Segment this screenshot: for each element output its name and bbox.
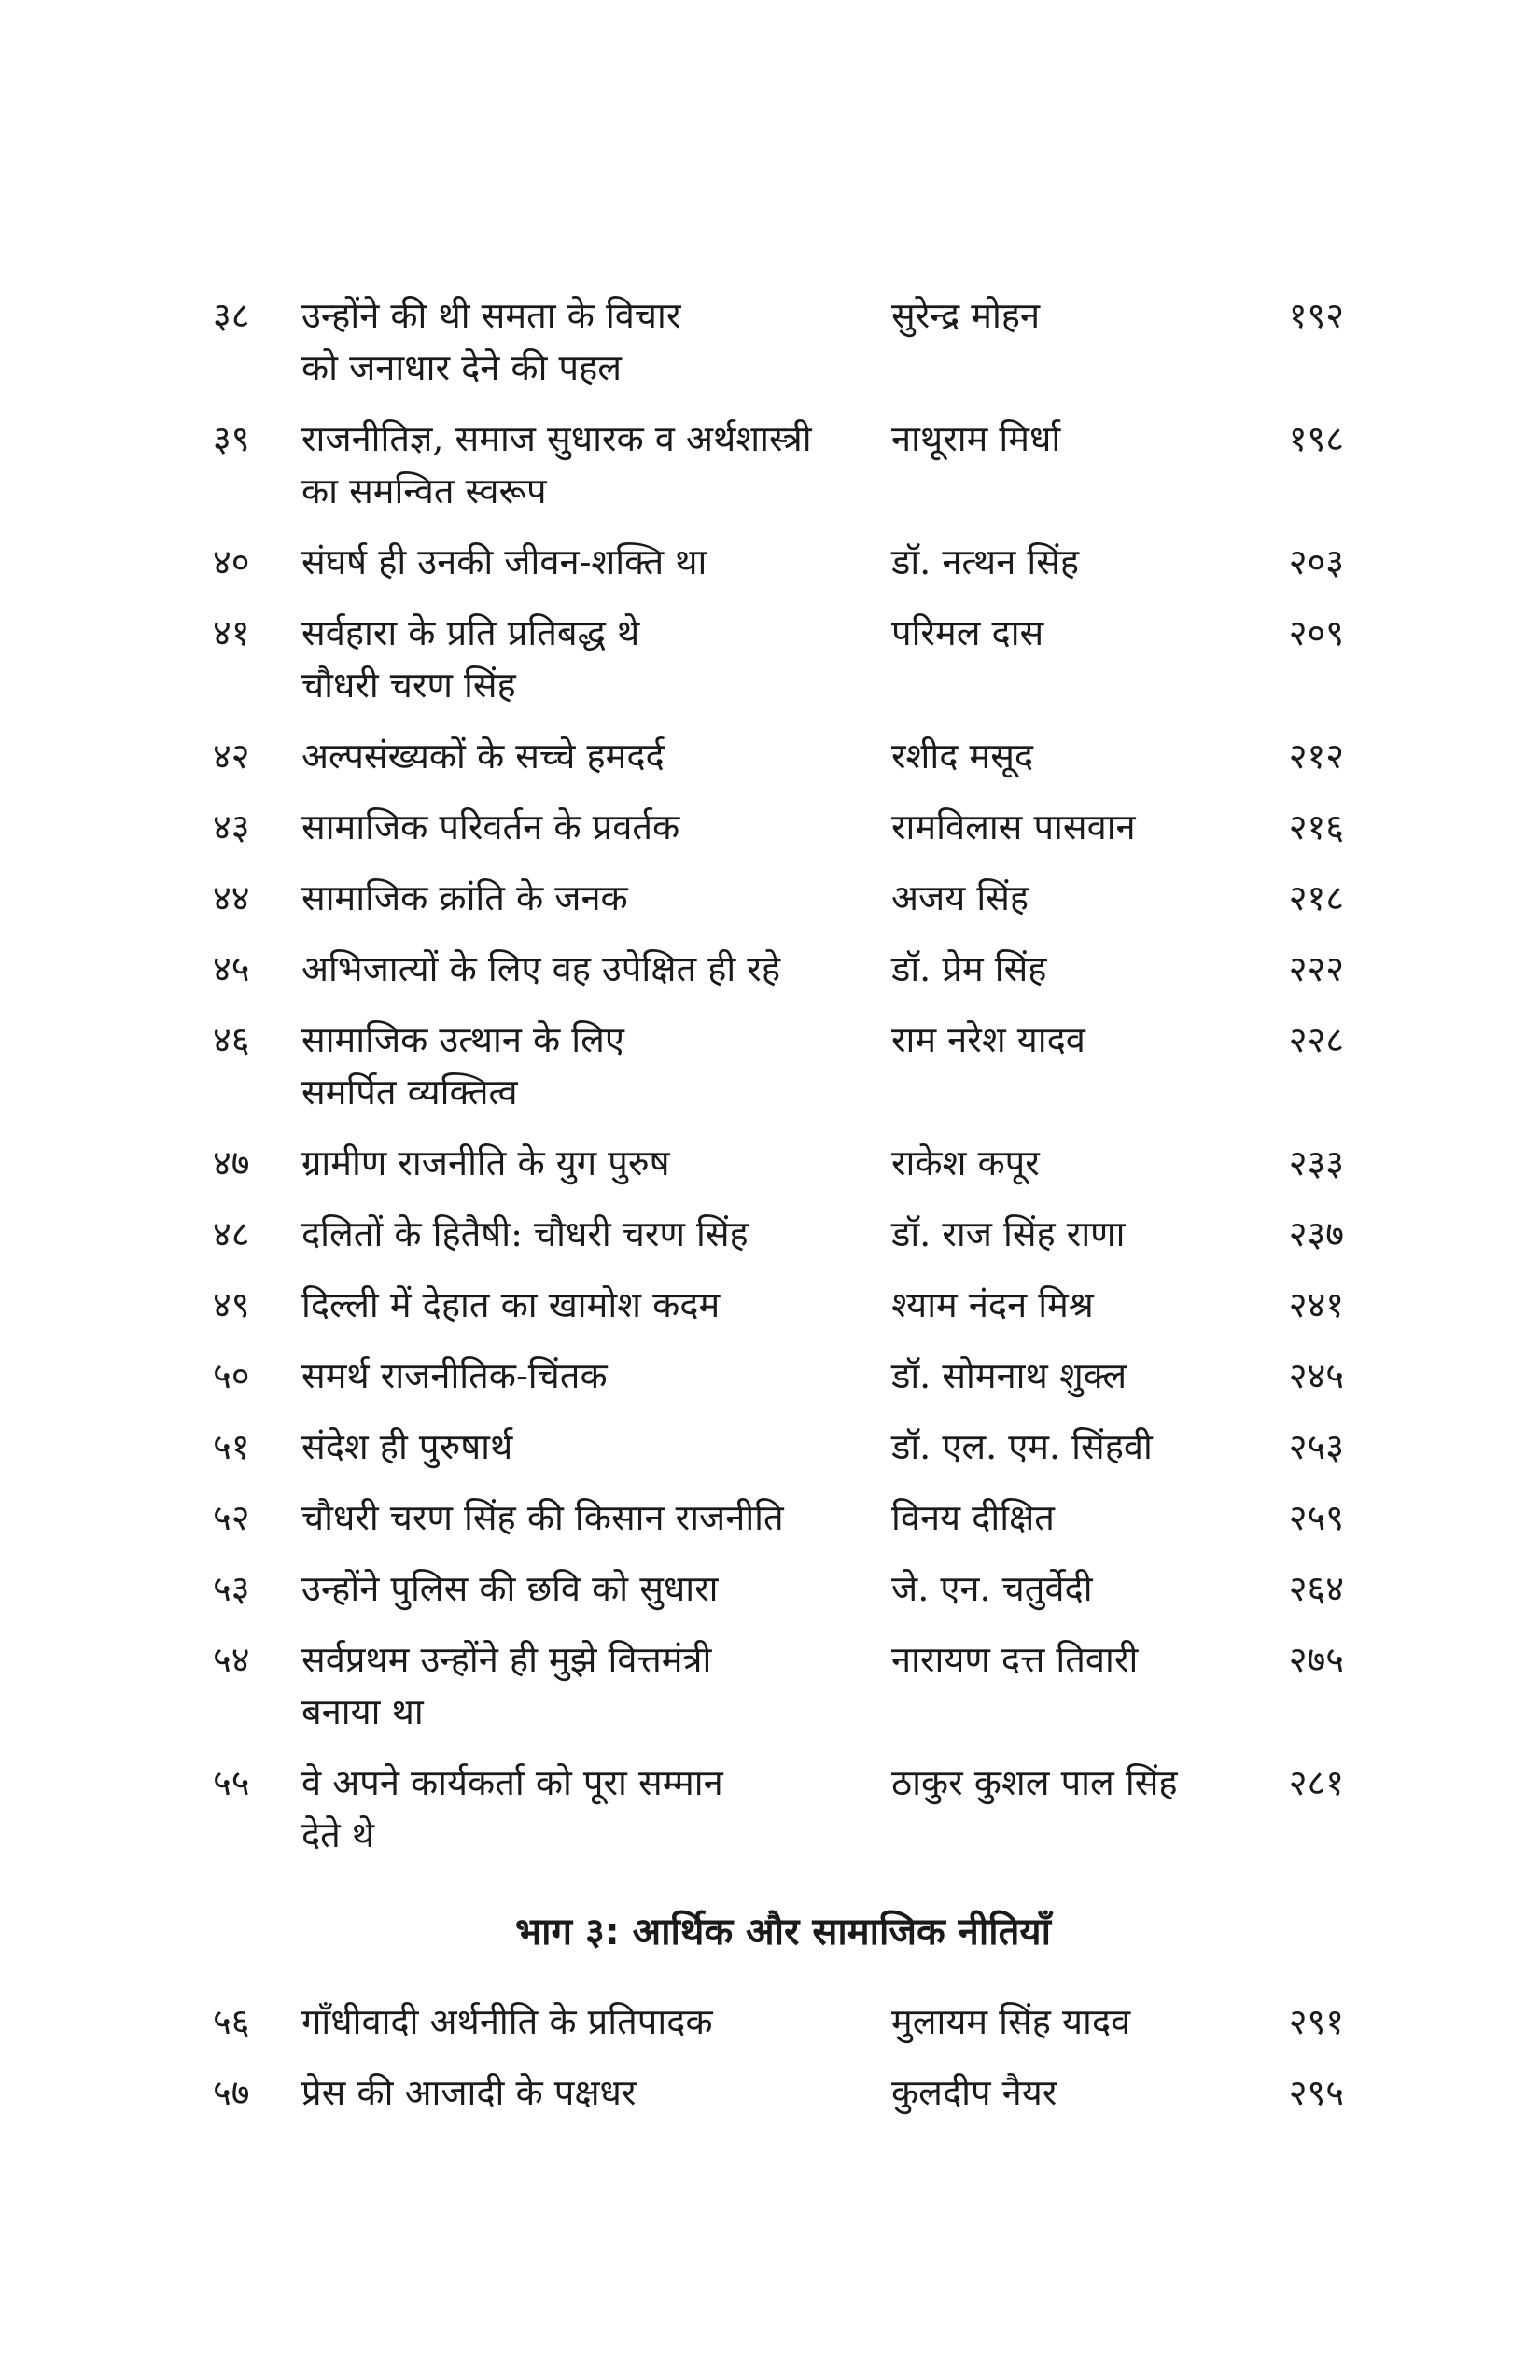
page-number: २७५ xyxy=(1288,1639,1344,1680)
chapter-title-line: ग्रामीण राजनीति के युग पुरुष xyxy=(301,1142,670,1183)
chapter-number: ५१ xyxy=(213,1426,250,1467)
chapter-author: विनय दीक्षित xyxy=(891,1497,1055,1538)
page-number: २१२ xyxy=(1288,735,1344,777)
toc-entry xyxy=(0,607,1540,711)
chapter-title xyxy=(301,1208,880,1260)
toc-entry xyxy=(0,289,1540,394)
chapter-title xyxy=(301,1137,880,1189)
chapter-title xyxy=(301,289,880,394)
page-number: २०९ xyxy=(1288,612,1344,653)
page-number: २९१ xyxy=(1288,2001,1344,2042)
toc-entry xyxy=(0,730,1540,782)
chapter-number: ४० xyxy=(213,541,250,582)
chapter-title xyxy=(301,943,880,995)
page-number: २४१ xyxy=(1288,1284,1344,1325)
chapter-title-line: चौधरी चरण सिंह xyxy=(301,665,516,706)
chapter-title xyxy=(301,1757,880,1861)
chapter-title xyxy=(301,801,880,853)
chapter-title-line: राजनीतिज्ञ, समाज सुधारक व अर्थशास्त्री xyxy=(301,418,812,459)
page-number: २३७ xyxy=(1288,1213,1344,1254)
chapter-author: अजय सिंह xyxy=(891,877,1029,918)
chapter-title-line: अभिजात्यों के लिए वह उपेक्षित ही रहे xyxy=(301,948,781,989)
chapter-author: नारायण दत्त तिवारी xyxy=(891,1639,1139,1680)
toc-part-3-entries xyxy=(0,1995,1540,2119)
chapter-title-line: प्रेस की आजादी के पक्षधर xyxy=(301,2072,637,2113)
chapter-title-line: उन्होंने पुलिस की छवि को सुधारा xyxy=(301,1568,719,1609)
chapter-title xyxy=(301,413,880,517)
chapter-author: सुरेन्द्र मोहन xyxy=(891,295,1041,336)
chapter-author: डॉ. राज सिंह राणा xyxy=(891,1213,1126,1254)
page-number: २५९ xyxy=(1288,1497,1344,1538)
toc-entry xyxy=(0,943,1540,995)
chapter-title xyxy=(301,1421,880,1473)
chapter-number: ४६ xyxy=(213,1019,250,1060)
chapter-author: मुलायम सिंह यादव xyxy=(891,2001,1131,2042)
chapter-author: रशीद मसूद xyxy=(891,735,1034,777)
page-number: १९२ xyxy=(1288,295,1344,336)
chapter-number: ३८ xyxy=(213,295,250,336)
chapter-number: ४१ xyxy=(213,612,250,653)
chapter-title xyxy=(301,1491,880,1544)
chapter-number: ४२ xyxy=(213,735,250,777)
section-heading: भाग ३: आर्थिक और सामाजिक नीतियाँ xyxy=(515,1911,1051,1953)
toc-entry xyxy=(0,1757,1540,1861)
chapter-title-line: अल्पसंख्यकों के सच्चे हमदर्द xyxy=(301,735,665,777)
toc-part-2-entries xyxy=(0,289,1540,1861)
chapter-number: ५६ xyxy=(213,2001,250,2042)
chapter-title-line: सामाजिक उत्थान के लिए xyxy=(301,1019,624,1060)
toc-entry xyxy=(0,1350,1540,1402)
chapter-title xyxy=(301,1014,880,1118)
chapter-title-line: संघर्ष ही उनकी जीवन-शक्ति था xyxy=(301,541,707,582)
chapter-author: ठाकुर कुशल पाल सिंह xyxy=(891,1762,1178,1803)
chapter-number: ४३ xyxy=(213,806,250,847)
chapter-number: ५५ xyxy=(213,1762,250,1803)
chapter-title xyxy=(301,1995,880,2048)
chapter-author: रामविलास पासवान xyxy=(891,806,1136,847)
toc-entry xyxy=(0,1995,1540,2048)
page-number: २८१ xyxy=(1288,1762,1344,1803)
chapter-author: श्याम नंदन मिश्र xyxy=(891,1284,1094,1325)
chapter-title-line: समर्पित व्यक्तित्व xyxy=(301,1071,518,1113)
chapter-number: ४९ xyxy=(213,1284,250,1325)
toc-entry xyxy=(0,1014,1540,1118)
toc-entry xyxy=(0,1491,1540,1544)
page-number: २५३ xyxy=(1288,1426,1344,1467)
chapter-title-line: को जनाधार देने की पहल xyxy=(301,347,623,388)
chapter-title-line: देते थे xyxy=(301,1814,375,1855)
toc-entry xyxy=(0,872,1540,924)
chapter-author: कुलदीप नैयर xyxy=(891,2072,1057,2113)
chapter-title-line: समर्थ राजनीतिक-चिंतक xyxy=(301,1355,608,1396)
page-number: २१६ xyxy=(1288,806,1344,847)
chapter-title-line: गाँधीवादी अर्थनीति के प्रतिपादक xyxy=(301,2001,713,2042)
chapter-number: ५७ xyxy=(213,2072,250,2113)
chapter-author: डॉ. नत्थन सिंह xyxy=(891,541,1080,582)
chapter-title-line: सर्वप्रथम उन्होंने ही मुझे वित्तमंत्री xyxy=(301,1639,712,1680)
chapter-number: ५४ xyxy=(213,1639,250,1680)
chapter-title xyxy=(301,536,880,588)
page-number: २०३ xyxy=(1288,541,1344,582)
chapter-title-line: उन्होंने की थी समता के विचार xyxy=(301,295,681,336)
toc-entry xyxy=(0,1137,1540,1189)
toc-entry xyxy=(0,536,1540,588)
chapter-title-line: चौधरी चरण सिंह की किसान राजनीति xyxy=(301,1497,784,1538)
chapter-title-line: सर्वहारा के प्रति प्रतिबद्ध थे xyxy=(301,612,640,653)
chapter-title xyxy=(301,1279,880,1331)
page-number: २१८ xyxy=(1288,877,1344,918)
chapter-title-line: का समन्वित स्वरूप xyxy=(301,470,547,511)
chapter-title xyxy=(301,1562,880,1615)
page-number: २३३ xyxy=(1288,1142,1344,1183)
chapter-number: ५० xyxy=(213,1355,250,1396)
chapter-author: डॉ. एल. एम. सिंहवी xyxy=(891,1426,1153,1467)
chapter-author: डॉ. प्रेम सिंह xyxy=(891,948,1047,989)
chapter-number: ५३ xyxy=(213,1568,250,1609)
toc-entry xyxy=(0,1421,1540,1473)
toc-entry xyxy=(0,1208,1540,1260)
chapter-number: ४४ xyxy=(213,877,250,918)
chapter-title xyxy=(301,1350,880,1402)
page-number: २२८ xyxy=(1288,1019,1344,1060)
chapter-title xyxy=(301,607,880,711)
toc-entry xyxy=(0,2066,1540,2119)
page-number: २२२ xyxy=(1288,948,1344,989)
chapter-title xyxy=(301,730,880,782)
toc-entry xyxy=(0,1633,1540,1738)
chapter-title-line: सामाजिक क्रांति के जनक xyxy=(301,877,628,918)
page-number: २४५ xyxy=(1288,1355,1344,1396)
page-number: २६४ xyxy=(1288,1568,1344,1609)
chapter-number: ५२ xyxy=(213,1497,250,1538)
chapter-author: डॉ. सोमनाथ शुक्ल xyxy=(891,1355,1127,1396)
chapter-title-line: दिल्ली में देहात का खामोश कदम xyxy=(301,1284,721,1325)
chapter-number: ४५ xyxy=(213,948,250,989)
page-number: २९५ xyxy=(1288,2072,1344,2113)
chapter-title-line: वे अपने कार्यकर्ता को पूरा सम्मान xyxy=(301,1762,723,1803)
toc-entry xyxy=(0,801,1540,853)
chapter-title-line: सामाजिक परिवर्तन के प्रवर्तक xyxy=(301,806,680,847)
toc-entry xyxy=(0,1279,1540,1331)
chapter-author: जे. एन. चतुर्वेदी xyxy=(891,1568,1093,1609)
chapter-title xyxy=(301,2066,880,2119)
chapter-title-line: संदेश ही पुरुषार्थ xyxy=(301,1426,513,1467)
chapter-title xyxy=(301,1633,880,1738)
toc-entry xyxy=(0,1562,1540,1615)
chapter-title-line: बनाया था xyxy=(301,1691,424,1732)
chapter-number: ३९ xyxy=(213,418,250,459)
chapter-title-line: दलितों के हितैषी: चौधरी चरण सिंह xyxy=(301,1213,749,1254)
page-number: १९८ xyxy=(1288,418,1344,459)
chapter-author: नाथूराम मिर्धा xyxy=(891,418,1061,459)
toc-entry xyxy=(0,413,1540,517)
chapter-title xyxy=(301,872,880,924)
chapter-author: राम नरेश यादव xyxy=(891,1019,1085,1060)
chapter-author: परिमल दास xyxy=(891,612,1044,653)
chapter-number: ४८ xyxy=(213,1213,250,1254)
chapter-number: ४७ xyxy=(213,1142,250,1183)
table-of-contents xyxy=(0,289,1540,2137)
chapter-author: राकेश कपूर xyxy=(891,1142,1040,1183)
